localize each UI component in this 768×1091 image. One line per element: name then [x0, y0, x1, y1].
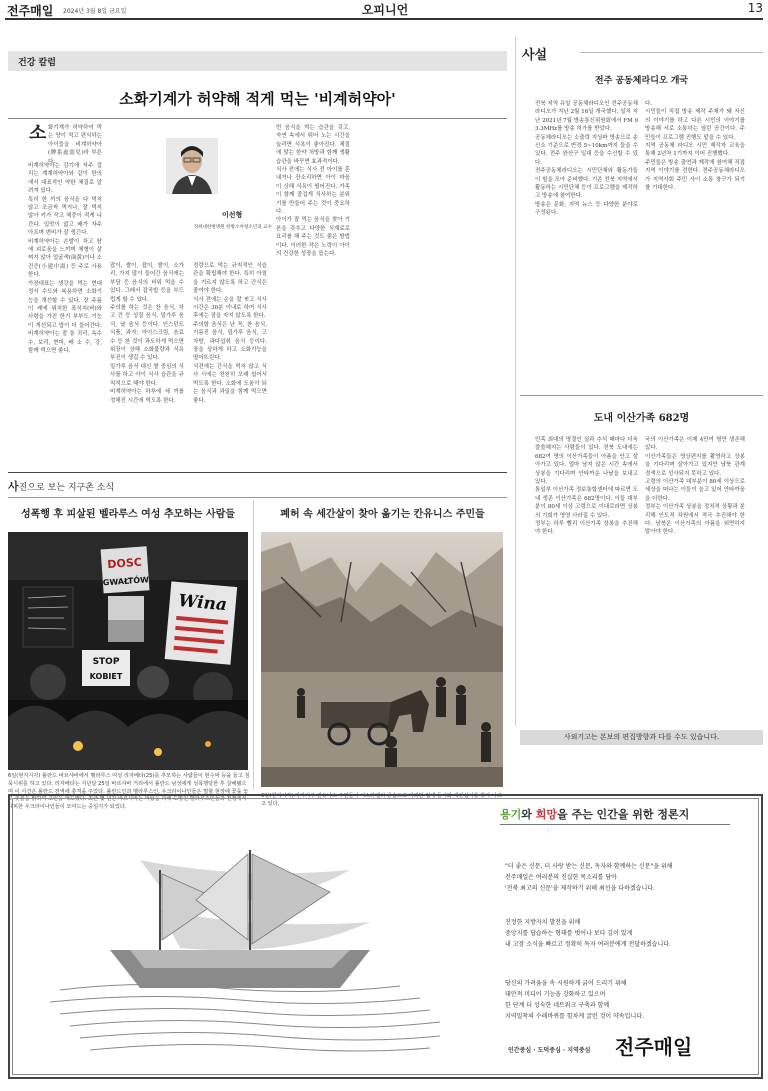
ad-headline-and: 와	[521, 808, 536, 821]
sign-wina: Wina	[177, 591, 228, 616]
column-text-col2: 잡이, 쌀이, 잡이, 쌀이, 소가리, 가지 많이 들어간 음식에는 부담 등 음식의 비위 먹을 수 있다. 그래서 잡곡밥 등을 부드럽게 할 수 있다. 주의를 하는 것은 찬 음식, 차고 건 등 성질 음식, 밀가루 음식, 날 음식 등이다. 인스턴트 식품, 과자, 아이스크림, 음료수 등 찬 것이 과도하게 먹으면 위장이 상해 소화불량과 식욕부진이 생길 수 있다. 밀가루 음식 대신 쌀 중심의 식사를 하고 아이 식사 습관을 규칙적으로 해야 한다. 비계허약아는 하루에 세 끼를 정해진 시간에 먹도록 한다.	[110, 263, 184, 404]
editorial-1-col2: 다. 시민들이 직접 방송 제작 주체가 돼 자신의 이야기를 하고 다른 시민의 이야기를 방송해 서로 소통하는 열린 공간이다. 주민들이 프로그램 진행도 맡을 수 있다. 지역 공동체 라디오 시민 제작자 교육을 통해 2년차 1기까지 이어 진행했다. 주민들은 방송 출연과 제작에 참여해 직접 지역 이야기를 전한다. 전주공동체라디오가 지역사회 주민 사이 소통 창구가 되기를 기대한다.	[645, 101, 745, 192]
editorial-2-col1: 민족 최대의 명절인 설과 추석 때마다 더욱 쓸쓸해지는 사람들이 있다. 전북 도내에는 682여 명의 이산가족들이 아픔을 안고 살아가고 있다. 얼마 남지 않은 시간 속에서 상봉을 기다리며 안타까운 나날을 보내고 있다. 통일부 이산가족 정보통합센터에 따르면 도내 생존 이산가족은 682명이다. 이들 대부분이 80세 이상 고령으로 이대로라면 상봉의 기회가 영영 사라질 수 있다. 정부는 하루 빨리 이산가족 상봉을 추진해야 한다.	[535, 437, 638, 536]
page-number: 13	[747, 1, 763, 15]
ad-headline-rule	[500, 824, 730, 825]
photo-right-title: 폐허 속 세간살이 찾아 옮기는 칸유니스 주민들	[280, 509, 485, 520]
photo-divider	[253, 500, 254, 790]
editorial-1-col1: 전북 지역 유일 공동체라디오인 전주공동체라디오가 지난 2월 16일 개국했다. 일처 지난 2021년 7월 방송통신위원회에서 FM 93.3MHz를 방송 허가를 받았다. 공동체라디오는 소출력 지상파 방송으로 송신소 기준으로 반경 5~10km까지 들을 수 있다. 전주 완산구 일대 등을 수신할 수 있다. 전주공동체라디오는 시민단체와 활동가들이 힘을 모아 준비했다. 기존 전북 지역에서 활동하는 시민단체 등이 프로그램을 제작하고 방송에 참여한다. 방송은 문화, 지역 뉴스 등 다양한 분야로 구성된다.	[535, 101, 638, 217]
header-rule	[5, 18, 763, 20]
column-text-col4: 먼 음식을 먹는 습관을 갖고, 자연 속에서 뛰어 노는 시간을 늘리면 식욕이 좋아진다. 체질에 맞는 한약 처방과 함께 생활습관을 바꾸면 효과적이다. 식사 전에는 식사 전 아이를 혼내거나 잔소리하면 아이 마음이 상해 식욕이 떨어진다. 가족이 함께 즐겁게 식사하는 분위기를 만들어 주는 것이 중요하다. 아이가 잘 먹는 음식을 찾아 기본을 갖추고 다양한 식재료로 요리를 해 주는 것도 좋은 방법이다. 이러한 작은 노력이 아이의 건강한 성장을 돕는다.	[276, 125, 350, 258]
column-category-band	[8, 51, 507, 71]
photo-section-rule	[8, 472, 507, 473]
column-title: 소화기계가 허약해 적게 먹는 '비계허약아'	[119, 90, 396, 108]
photo-right-caption: 6일(현지시각) 가자지구 칸유니스 주민들이 이스라엘의 공습으로 파괴된 집에 들어와 세간살이를 찾아 나르고 있다.	[261, 793, 502, 807]
column-intro: 화기계가 허약하여 먹는 양이 적고 편식하는 아이들을 비계허약아(脾系虛弱兒)라 부른다.	[48, 125, 104, 165]
author-affiliation: 경희대한방병원 한방소아청소년과 교수	[193, 225, 272, 230]
photo-section-label-char: 사	[8, 480, 19, 493]
ad-ship-illustration	[20, 840, 460, 1070]
ad-headline	[500, 806, 689, 822]
editorial-disclaimer: 사외기고는 본보의 편집방향과 다를 수도 있습니다.	[520, 730, 763, 745]
photo-khan-younis	[261, 532, 503, 787]
ad-headline-hope: 희망	[535, 808, 557, 821]
ad-headline-courage: 용기	[500, 808, 522, 821]
photo-section-label-rest: 진으로 보는 지구촌 소식	[18, 483, 115, 493]
sign-gwaltow: GWAŁTÓW	[102, 575, 150, 588]
editorial-label: 사설	[522, 48, 548, 63]
ad-headline-rest: 을 주는 인간을 위한 정론지	[557, 808, 690, 821]
editorial-2-col2: 국의 이산가족은 이제 4만여 명만 생존해 있다. 이산가족들은 영상편지를 촬영하고 상봉을 기다리며 살아가고 있지만 남북 관계 경색으로 성사되지 못하고 있다. 고령의 이산가족 대부분이 80세 이상으로 세상을 떠나는 이들이 늘고 있어 안타까움을 더한다. 정부는 이산가족 상봉을 정치적 상황과 분리해 인도적 차원에서 적극 추진해야 한다. 남북은 이산가족의 아픔을 외면하지 말아야 한다.	[645, 437, 745, 536]
title-rule	[8, 118, 507, 119]
ad-logo: 전주매일	[615, 1035, 693, 1059]
column-category: 건강 칼럼	[18, 58, 56, 68]
column-text-col1: 비계허약아는 감기에 자주 걸리는 계계허약아와 같이 한의에서 대표적인 약한 체질로 알려져 있다. 특히 한 끼의 음식을 다 먹지 않고 조금씩 먹거나, 잘 먹지 않아 키가 작고 체중이 적게 나간다. 입맛이 없고 배가 자주 아프며 변비가 잘 생긴다. 비계허약아는 손발이 차고 땀에 괴로움을 느끼며 체형이 살 찌지 않아 얼굴색(面黃)이나 소건증(小建中湯) 등 주로 사용한다. 가장대표는 생강을 먹는 현대 정서 수도와 복용하면 소화기능을 개선할 수 있다. 장 주름 이 레에 위치한 폭식지(비)와 사령을 가진 한기 부부도 기능이 개선되고 밥이 더 들어간다. 비계허약아는 잘 통 귀리, 옥수수, 보리, 현미, 배 소 수, 강, 함께 먹으면 좋다.	[28, 163, 102, 354]
editorial-separator	[520, 395, 763, 396]
sign-kobiet: KOBIET	[89, 672, 123, 681]
editorial-title-1: 전주 공동체라디오 개국	[594, 76, 689, 86]
author-name: 이선형	[222, 210, 243, 219]
sign-stop: STOP	[92, 657, 120, 667]
section-title: 오피니언	[361, 3, 409, 17]
editorial-title-2: 도내 이산가족 682명	[593, 413, 690, 424]
photo-section-subrule	[8, 497, 507, 498]
editorial-divider	[515, 36, 516, 726]
ad-slogan: 인간중심 · 도덕중심 · 지역중심	[508, 1047, 591, 1054]
drop-cap: 소	[29, 123, 47, 144]
photo-belarus-vigil	[8, 532, 248, 770]
ad-paragraph-1: "더 좋은 신문, 더 사랑 받는 신문, 독자와 함께하는 신문"을 위해 전주매일은 여러분의 진실한 목소리를 담아 '전북 최고의 신문'을 제작하기 위해 최선을 다하겠습니다.	[505, 863, 673, 892]
photo-left-caption: 6일(현지시각) 폴란드 바르샤바에서 벨라루스 여성 리자베타(25)를 추모하는 사람들이 현수막 등을 들고 침묵시위를 하고 있다. 리자베타는 지난달 25일 바르샤바 거리에서 폴란드 남성에게 성폭행당한 후 살해됐으며 이 사건은 폴란드 전역에 충격을 주었다. 폴란드인과 벨라루스인, 우크라이나인들은 벌할 현장에 꽃을 놓고 촛불을 밝히며 고인을 애도했다. 최근 몇 년간 바르샤바는 억압을 피해 도망친 벨라루스인들과 전쟁에서 대피한 우크라이나인들이 모여드는 중심지가 되었다.	[8, 773, 250, 811]
editorial-label-rule	[580, 52, 763, 53]
ad-paragraph-2: 진정한 지방자치 발전을 위해 중앙지를 답습하는 형태를 벗어나 보다 깊이 있게 내 고장 소식을 빠르고 정확히 독자 여러분에게 전달하겠습니다.	[505, 919, 671, 948]
photo-section-label	[8, 478, 114, 494]
photo-left-title: 성폭행 후 피살된 벨라루스 여성 추모하는 사람들	[20, 509, 236, 520]
paper-name: 전주매일	[7, 4, 54, 18]
author-box	[110, 124, 270, 254]
ad-paragraph-3: 당신의 가려움을 속 시원하게 긁어 드리기 위해 대안적 미디어 기능을 강화하고 있으며 한 단계 더 성숙한 네트워크 구축과 함께 지역밀착의 수레바퀴를 힘차게 굴린 것이 약속입니다.	[505, 980, 644, 1020]
author-photo	[166, 138, 218, 194]
column-text-col3: 정량으로 먹는 규칙적인 식습관을 확립해야 한다. 특히 아침을 거르지 않도록 하고 간식은 줄여야 한다. 식사 전에는 손을 잘 씻고 식사 시간은 30분 이내로 하여 식사 후에는 잠을 자지 않도록 한다. 주의할 음식은 난 꼭, 찬 음식, 기름진 음식, 밀가루 음식, 고자방, 과다섭취 음식 등이다. 장을 상하게 하고 소화기능을 떨어뜨린다. 식전에는 간식을 먹지 않고 식사 시에는 천천히 오래 씹어서 먹도록 한다. 소화에 도움이 되는 음식과 과일을 함께 먹으면 좋다.	[193, 263, 267, 404]
issue-date: 2024년 3월 8일 금요일	[63, 8, 127, 15]
sign-dosc: DOSC	[106, 555, 143, 572]
